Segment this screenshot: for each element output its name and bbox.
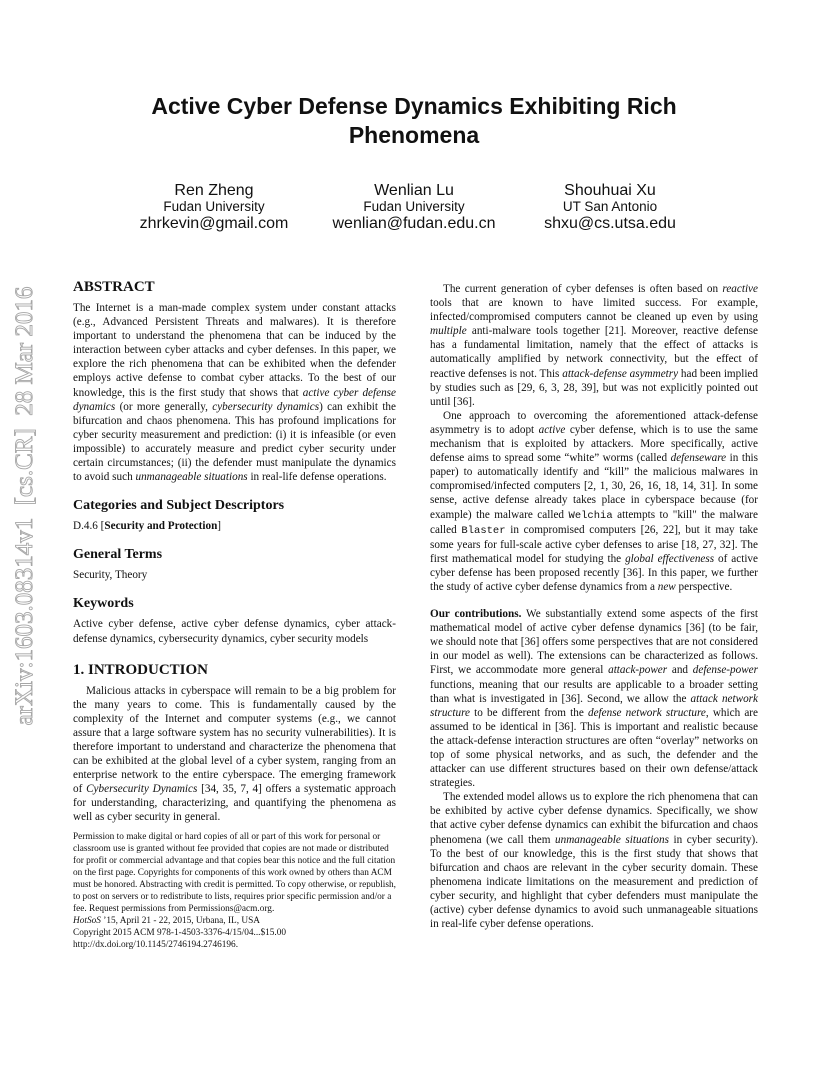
author-block-3 <box>530 182 690 233</box>
author-email: zhrkevin@gmail.com <box>139 215 289 232</box>
contributions-paragraph: Our contributions. We substantially extend some aspects of the first mathematical model of active cyber defense dynamics [36] (to be fair, we should note that [36] offers some perspectives that are not considered in our model as well). The extensions can be characterized as follows. First, we accommodate more general attack-power and defense-power functions, meaning that our results are applicable to a broader setting than what is investigated in [36]. Second, we allow the attack network structure to be different from the defense network structure, which are assumed to be identical in [36]. This is important and realistic because the attack-defense interaction structures are often “overlay” networks on top of some physical networks, and as such, the defender and the attacker can use different structures based on their own defense/attack strategies. <box>430 608 759 790</box>
left-column <box>73 278 396 951</box>
author-name: Ren Zheng <box>174 182 254 199</box>
categories-heading: Categories and Subject Descriptors <box>73 498 285 514</box>
introduction-paragraph: Malicious attacks in cyberspace will remain to be a big problem for the many years to come. This is fundamentally caused by the complexity of the Internet and computer systems (e.g., we cannot assure that a large software system has no security vulnerabilities). It is therefore important to understand and characterize the phenomena that can be exhibited at the global level of a cyber system, ranging from an enterprise network to the entire cyberspace. The emerging framework of Cybersecurity Dynamics [34, 35, 7, 4] offers a systematic approach for understanding, characterizing, and quantifying the phenomena as well as cyber security in general. <box>73 684 396 824</box>
abstract-text: The Internet is a man-made complex system under constant attacks (e.g., Advanced Persistent Threats and malwares). It is therefore important to understand the phenomena that can be induced by the interaction between cyber attacks and cyber defenses. In this paper, we explore the rich phenomena that can be exhibited when the defender employs active defense to combat cyber attacks. To the best of our knowledge, this is the first study that shows that active cyber defense dynamics (or more generally, cybersecurity dynamics) can exhibit the bifurcation and chaos phenomena. This has profound implications for cyber security measurement and prediction: (i) it is infeasible (or even impossible) to accurately measure and predict cyber security under certain circumstances; (ii) the defender must manipulate the dynamics to avoid such unmanageable situations in real-life defense operations. <box>73 302 396 484</box>
author-name: Shouhuai Xu <box>564 182 656 199</box>
venue-line: HotSoS ’15, April 21 - 22, 2015, Urbana, IL, USA <box>73 916 260 927</box>
body-paragraph-1: The current generation of cyber defenses is often based on reactive tools that are known to have limited success. For example, infected/compromised computers cannot be cleaned up even by using multiple anti-malware tools together [21]. Moreover, reactive defense has a fundamental limitation, namely that the effect of attacks is automatically amplified by network connectivity, but the effect of reactive defenses is not. This attack-defense asymmetry had been implied by studies such as [29, 6, 3, 28, 39], but was not explicitly pointed out until [36]. <box>430 283 758 408</box>
general-terms-heading: General Terms <box>73 547 163 563</box>
author-affiliation: Fudan University <box>163 199 265 214</box>
title-line-1: Active Cyber Defense Dynamics Exhibiting Rich <box>151 93 677 119</box>
general-terms-text: Security, Theory <box>73 569 148 582</box>
author-block-2 <box>322 182 506 233</box>
doi-link[interactable]: http://dx.doi.org/10.1145/2746194.2746196. <box>73 940 239 951</box>
keywords-text: Active cyber defense, active cyber defense dynamics, cyber attack-defense dynamics, cybersecurity dynamics, cyber security models <box>73 618 396 645</box>
abstract-heading: ABSTRACT <box>73 279 155 295</box>
author-block-1 <box>134 182 294 233</box>
arxiv-stamp <box>2 256 42 756</box>
author-affiliation: UT San Antonio <box>562 199 658 214</box>
author-email: shxu@cs.utsa.edu <box>544 215 676 232</box>
right-column <box>430 282 758 931</box>
author-name: Wenlian Lu <box>374 182 454 199</box>
copyright-line: Copyright 2015 ACM 978-1-4503-3376-4/15/04...$15.00 <box>73 928 287 939</box>
keywords-heading: Keywords <box>73 596 134 612</box>
categories-text: D.4.6 [Security and Protection] <box>73 520 222 533</box>
arxiv-stamp-text: arXiv:1603.08314v1 [cs.CR] 28 Mar 2016 <box>11 286 38 726</box>
body-paragraph-4: The extended model allows us to explore the rich phenomena that can be exhibited by active cyber defense dynamics. Specifically, we show that active cyber defense dynamics can exhibit the bifurcation and chaos phenomena (we call them unmanageable situations in cyber security). To the best of our knowledge, this is the first study that shows that bifurcation and chaos are relevant in the cyber security domain. These phenomena indicate limitations on the measurement and prediction of cyber security, and highlight that cyber defenders must manipulate the (active) cyber defense dynamics to avoid such unmanageable situations in real-life cyber defense operations. <box>430 791 759 931</box>
paper-title <box>0 92 828 150</box>
title-line-2: Phenomena <box>348 122 480 148</box>
permission-text: Permission to make digital or hard copies of all or part of this work for personal or classroom use is granted without fee provided that copies are not made or distributed for profit or commercial advantage and that copies bear this notice and the full citation on the first page. Copyrights for components of this work owned by others than ACM must be honored. Abstracting with credit is permitted. To copy otherwise, or republish, to post on servers or to redistribute to lists, requires prior specific permission and/or a fee. Request permissions from Permissions@acm.org. <box>73 831 396 915</box>
author-affiliation: Fudan University <box>363 199 465 214</box>
permission-block <box>73 831 396 952</box>
introduction-heading: 1. INTRODUCTION <box>73 661 209 678</box>
body-paragraph-2: One approach to overcoming the aforementioned attack-defense asymmetry is to adopt active cyber defense, which is to use the same mechanism that is exploited by attackers. More specifically, active defense aims to spread some “white” worms (called defenseware in this paper) to automatically identify and “kill” the malicious malwares in compromised/infected computers [2, 1, 30, 26, 16, 18, 14, 31]. In some sense, active defense already takes place in cyberspace because (for example) the malware called Welchia attempts to "kill" the malware called Blaster in compromised computers [26, 22], but it may take some years for full-scale active cyber defenses to arise [18, 27, 32]. The first mathematical model for studying the global effectiveness of active cyber defense has been proposed recently [36]. In this paper, we further the study of active cyber defense dynamics from a new perspective. <box>430 409 759 593</box>
author-email: wenlian@fudan.edu.cn <box>332 215 496 232</box>
